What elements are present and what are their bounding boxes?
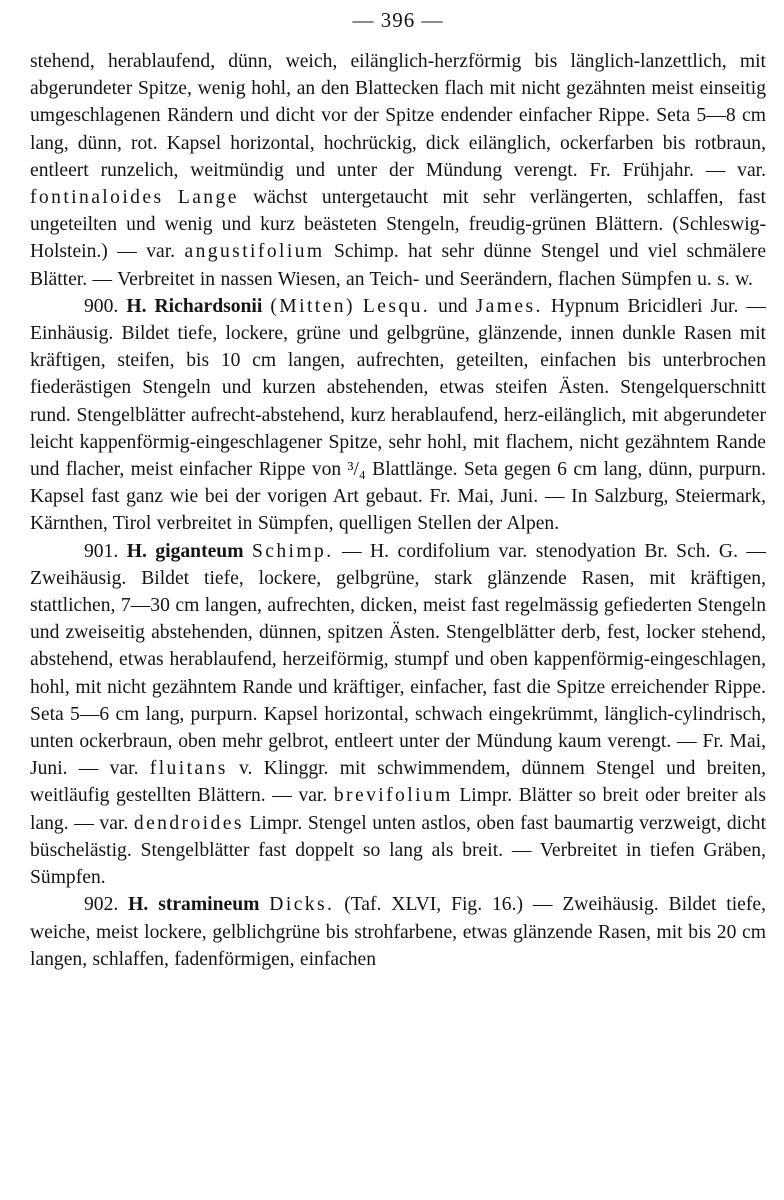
entry-text-end: Blattlänge. Seta gegen 6 cm lang, dünn, purpurn. Kapsel fast ganz wie bei der vorigen Art gebaut. Fr. Mai, Juni. — In Salzburg, Steiermark, Kärnthen, Tirol verbreitet in Sümpfen, quelligen Stellen der Alpen. — [30, 459, 766, 535]
entry-text: — H. cordifolium var. stenodyation Br. Sch. G. — Zweihäusig. Bildet tiefe, lockere, gelbgrüne, stark glänzende Rasen, mit kräftigen, stattlichen, 7—30 cm langen, aufrechten, dicken, meist fast regelmässig gefiederten Stengeln und zweiseitig abstehenden, dünnen, spitzen Ästen. Stengelblätter derb, fest, locker stehend, abstehend, etwas herablaufend, herzeiförmig, stumpf und oben kappenförmig-eingeschlagen, hohl, mit nicht gezähntem Rande und kräftiger, einfacher, fast die Spitze erreichender Rippe. Seta 5—6 cm lang, purpurn. Kapsel horizontal, schwach eingekrümmt, länglich-cylindrisch, unten ockerbraun, oben mehr gelbrot, entleert unter der Mündung kaum verengt. — Fr. Mai, Juni. — var. — [30, 540, 766, 780]
entry-number: 900. — [84, 295, 119, 317]
species-entry-902 — [30, 891, 766, 973]
variety-name: brevifolium — [333, 785, 453, 807]
species-author: und — [438, 295, 468, 317]
variety-text: mit schwimmendem, dünnem Stengel und breiten, weitläufig gestellten Blättern. — var. — [30, 758, 767, 807]
genus-abbrev: H. — [126, 295, 147, 317]
variety-name: fluitans — [149, 758, 228, 780]
genus-abbrev: H. — [126, 540, 147, 562]
entry-text: (Taf. XLVI, Fig. 16.) — Zweihäusig. Bildet tiefe, weiche, meist lockere, gelblichgrüne bis strohfarbene, etwas glänzende Rasen, mit bis 20 cm langen, schlaffen, fadenförmigen, einfachen — [30, 894, 766, 970]
page — [30, 0, 766, 973]
variety-author: Lange — [177, 187, 239, 209]
species-author: Lesqu. — [362, 295, 431, 317]
variety-author: Limpr. — [459, 785, 513, 807]
intro-text-2: wächst untergetaucht mit sehr verlängerten, schlaffen, fast ungeteilten und wenig und kurz beästeten Stengeln, freudig-grünen Blättern. (Schleswig-Holstein.) — var. — [30, 187, 766, 263]
species-author: James. — [475, 295, 543, 317]
page-number: — 396 — — [352, 8, 444, 32]
species-name: Richardsonii — [154, 295, 263, 317]
entry-number: 901. — [84, 540, 119, 562]
variety-name: dendroides — [133, 812, 244, 834]
fraction: ³/₄ — [347, 459, 366, 481]
body-text — [30, 48, 766, 973]
intro-text-3: Schimp. hat sehr dünne Stengel und viel schmälere Blätter. — Verbreitet in nassen Wiesen, an Teich- und Seerändern, flachen Sümpfen u. s. w. — [30, 241, 767, 290]
intro-text-1: stehend, herablaufend, dünn, weich, eilänglich-herzförmig bis länglich-lanzettlich, mit abgerundeter Spitze, wenig hohl, an den Blattecken flach mit nicht gezähnten meist einseitig umgeschlagenen Rändern und dicht vor der Spitze endender einfacher Rippe. Seta 5—8 cm lang, dünn, rot. Kapsel horizontal, hochrückig, dick eilänglich, ockerfarben bis rotbraun, entleert runzelich, weitmündig und unter der Mündung verengt. Fr. Frühjahr. — var. — [30, 51, 766, 181]
variety-name: fontinaloides — [30, 187, 164, 209]
species-entry-900 — [30, 293, 766, 538]
variety-text: Blätter so breit oder breiter als lang. — var. — [30, 785, 766, 834]
species-author: Schimp. — [251, 540, 334, 562]
species-name: stramineum — [158, 894, 260, 916]
species-name: giganteum — [155, 540, 244, 562]
species-entry-901 — [30, 538, 766, 892]
entry-number: 902. — [84, 894, 119, 916]
species-author: Dicks. — [269, 894, 335, 916]
variety-author: Limpr. — [249, 812, 303, 834]
entry-text: Hypnum Bricidleri Jur. — Einhäusig. Bildet tiefe, lockere, grüne und gelbgrüne, glänzende, innen dunkle Rasen mit kräftigen, steifen, bis 10 cm langen, aufrechten, geteilten, einfachen bis unterbrochen fiederästigen Stengeln und kurzen abstehenden, etwas steifen Ästen. Stengelquerschnitt rund. Stengelblätter aufrecht-abstehend, kurz herablaufend, herz-eilänglich, mit abgerundeter leicht kappenförmig-eingeschlagener Spitze, sehr hohl, mit flachem, nicht gezähntem Rande und flacher, meist einfacher Rippe von — [30, 295, 766, 481]
variety-name: angustifolium — [184, 241, 325, 263]
genus-abbrev: H. — [128, 894, 149, 916]
variety-author: v. Klinggr. — [239, 758, 329, 780]
species-author: (Mitten) — [270, 295, 355, 317]
variety-text: Stengel unten astlos, oben fast baumartig verzweigt, dicht büschelästig. Stengelblätter fast doppelt so lang als breit. — Verbreitet in tiefen Gräben, Sümpfen. — [30, 812, 767, 889]
intro-paragraph — [30, 48, 766, 293]
